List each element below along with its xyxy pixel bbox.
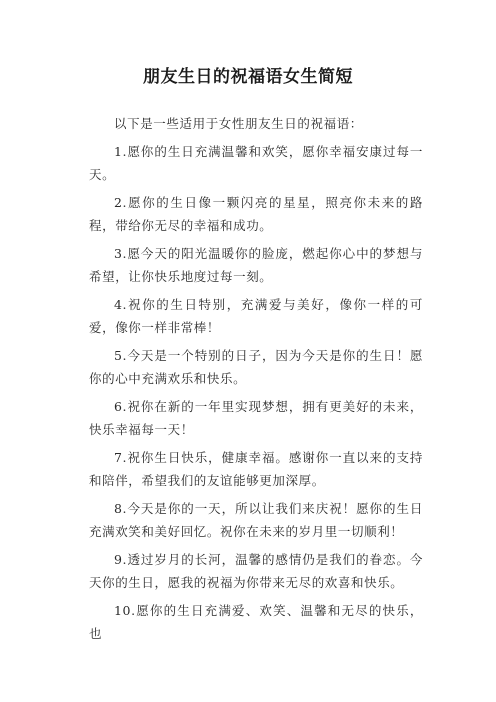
blessing-item-10: 10.愿你的生日充满爱、欢笑、温馨和无尽的快乐，也 xyxy=(89,603,423,641)
blessing-item-2: 2.愿你的生日像一颗闪亮的星星，照亮你未来的路程，带给你无尽的幸福和成功。 xyxy=(89,195,423,233)
blessing-item-1: 1.愿你的生日充满温馨和欢笑，愿你幸福安康过每一天。 xyxy=(89,144,423,182)
blessing-item-6: 6.祝你在新的一年里实现梦想，拥有更美好的未来，快乐幸福每一天！ xyxy=(89,399,423,437)
blessing-item-4: 4.祝你的生日特别，充满爱与美好，像你一样的可爱，像你一样非常棒！ xyxy=(89,297,423,335)
document-title: 朋友生日的祝福语女生简短 xyxy=(143,67,353,87)
blessing-item-8: 8.今天是你的一天，所以让我们来庆祝！愿你的生日充满欢笑和美好回忆。祝你在未来的岁月里一切顺利！ xyxy=(89,501,423,539)
blessing-item-3: 3.愿今天的阳光温暖你的脸庞，燃起你心中的梦想与希望，让你快乐地度过每一刻。 xyxy=(89,246,423,284)
blessing-item-9: 9.透过岁月的长河，温馨的感情仍是我们的眷恋。今天你的生日，愿我的祝福为你带来无尽的欢喜和快乐。 xyxy=(89,552,423,590)
blessing-item-7: 7.祝你生日快乐，健康幸福。感谢你一直以来的支持和陪伴，希望我们的友谊能够更加深厚。 xyxy=(89,450,423,488)
blessing-item-5: 5.今天是一个特别的日子，因为今天是你的生日！愿你的心中充满欢乐和快乐。 xyxy=(89,348,423,386)
intro-paragraph: 以下是一些适用于女性朋友生日的祝福语： xyxy=(114,116,363,131)
document-body xyxy=(89,112,423,650)
